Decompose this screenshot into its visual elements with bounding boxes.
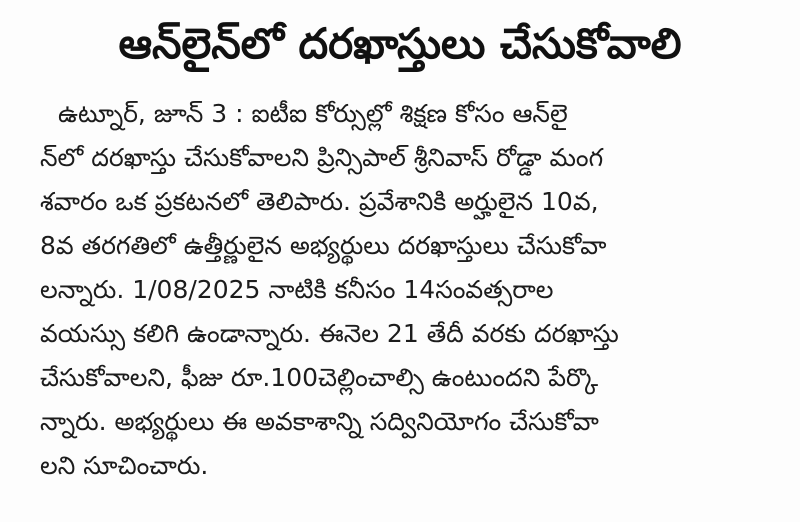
article-line: ఉట్నూర్, జూన్ 3 : ఐటీఐ కోర్సుల్లో శిక్షణ కోసం ఆన్‌లై [58,99,568,128]
article-line: చేసుకోవాలని, ఫీజు రూ.100చెల్లించాల్సి ఉంటుందని పేర్కొ [40,363,599,392]
article-line: న్‌లో దరఖాస్తు చేసుకోవాలని ప్రిన్సిపాల్ శ్రీనివాస్ రోడ్డా మంగ [40,143,604,172]
article-line: లన్నారు. 1/08/2025 నాటికి కనీసం 14సంవత్సరాల [40,275,554,304]
article-line: న్నారు. అభ్యర్థులు ఈ అవకాశాన్ని సద్వినియోగం చేసుకోవా [40,407,599,436]
article-body [40,92,770,488]
article-headline: ఆన్‌లైన్‌లో దరఖాస్తులు చేసుకోవాలి [118,19,682,68]
article-line: శవారం ఒక ప్రకటనలో తెలిపారు. ప్రవేశానికి అర్హులైన 10వ, [40,187,599,216]
article-line: 8వ తరగతిలో ఉత్తీర్ణులైన అభ్యర్థులు దరఖాస్తులు చేసుకోవా [40,231,607,260]
article-line: వయస్సు కలిగి ఉండాన్నారు. ఈనెల 21 తేదీ వరకు దరఖాస్తు [40,319,619,348]
article-line: లని సూచించారు. [40,451,209,480]
